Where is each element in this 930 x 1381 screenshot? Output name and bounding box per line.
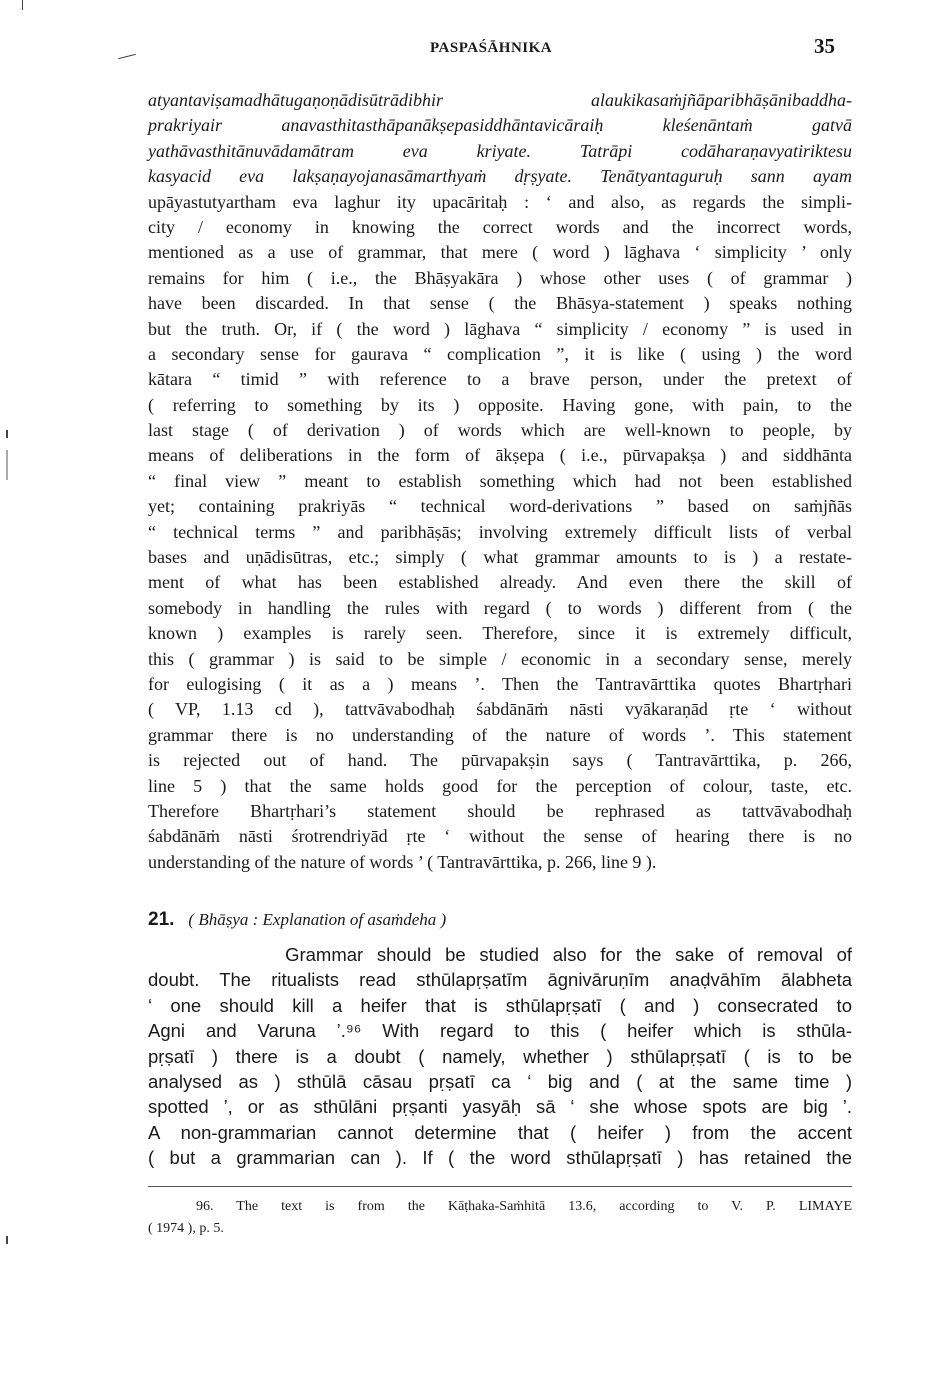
text-line: line 5 ) that the same holds good for the perception of colour, taste, etc. xyxy=(148,775,852,796)
text-line: analysed as ) sthūlā cāsau pṛṣatī ca ‘ big and ( at the same time ) xyxy=(148,1070,852,1092)
text-line: ‘ one should kill a heifer that is sthūlapṛṣatī ( and ) consecrated to xyxy=(148,994,852,1016)
text-line: “ technical terms ” and paribhāṣās; involving extremely difficult lists of verbal xyxy=(148,521,852,542)
text-line: somebody in handling the rules with regard ( to words ) different from ( the xyxy=(148,597,852,618)
paragraph-1 xyxy=(148,88,852,875)
scan-speck xyxy=(6,1236,8,1244)
text-line: have been discarded. In that sense ( the Bhāsya-statement ) speaks nothing xyxy=(148,293,852,314)
text-line: but the truth. Or, if ( the word ) lāghava “ simplicity / economy ” is used in xyxy=(148,318,852,339)
text-line: last stage ( of derivation ) of words which are well-known to people, by xyxy=(148,420,852,441)
text-line: Therefore Bhartṛhari’s statement should be rephrased as tattvāvabodhaḥ xyxy=(148,800,852,821)
text-line: prakriyair anavasthitasthāpanākṣepasiddhāntavicāraiḥ kleśenāntaṁ gatvā xyxy=(148,115,852,136)
text-line: atyantaviṣamadhātugaṇoṇādisūtrādibhir alaukikasaṁjñāparibhāṣānibaddha- xyxy=(148,90,852,110)
text-line: doubt. The ritualists read sthūlapṛṣatīm āgnivāruṇīm anaḍvāhīm ālabheta xyxy=(148,969,852,991)
running-title: PASPAŚĀHNIKA xyxy=(430,40,553,56)
text-line: mentioned as a use of grammar, that mere ( word ) lāghava ‘ simplicity ’ only xyxy=(148,242,852,263)
section-heading xyxy=(148,906,852,934)
text-line: śabdānāṁ nāsti śrotrendriyād ṛte ‘ without the sense of hearing there is no xyxy=(148,826,852,847)
text-line: spotted ’, or as sthūlāni pṛṣanti yasyāḥ sā ‘ she whose spots are big ’. xyxy=(148,1096,852,1118)
text-line: yet; containing prakriyās “ technical word-derivations ” based on saṁjñās xyxy=(148,496,852,517)
text-line: kasyacid eva lakṣaṇayojanasāmarthyaṁ dṛṣyate. Tenātyantaguruḥ sann ayam xyxy=(148,166,852,187)
footnote-line: ( 1974 ), p. 5. xyxy=(148,1221,224,1236)
text-line: ( referring to something by its ) opposite. Having gone, with pain, to the xyxy=(148,394,852,415)
text-line: remains for him ( i.e., the Bhāṣyakāra ) whose other uses ( of grammar ) xyxy=(148,267,852,288)
text-line: this ( grammar ) is said to be simple / economic in a secondary sense, merely xyxy=(148,648,852,669)
footnote-line: 96. The text is from the Kāṭhaka-Saṁhitā 13.6, according to V. P. LIMAYE xyxy=(196,1199,852,1214)
text-line: means of deliberations in the form of ākṣepa ( i.e., pūrvapakṣa ) and siddhānta xyxy=(148,445,852,466)
scan-speck xyxy=(22,0,23,10)
section-21 xyxy=(148,906,852,1171)
text-line: grammar there is no understanding of the nature of words ’. This statement xyxy=(148,724,852,745)
text-line: understanding of the nature of words ’ ( Tantravārttika, p. 266, line 9 ). xyxy=(148,851,657,872)
text-line: ( but a grammarian can ). If ( the word sthūlapṛṣatī ) has retained the xyxy=(148,1147,852,1169)
text-line: A non-grammarian cannot determine that ( heifer ) from the accent xyxy=(148,1121,852,1143)
text-line: ( VP, 1.13 cd ), tattvāvabodhaḥ śabdānāṁ nāsti vyākaraṇād ṛte ‘ without xyxy=(148,699,852,720)
text-line: bases and uṇādisūtras, etc.; simply ( what grammar amounts to is ) a restate- xyxy=(148,547,852,568)
text-line: Agni and Varuna ’.⁹⁶ With regard to this ( heifer which is sthūla- xyxy=(148,1020,852,1042)
footnote-rule xyxy=(148,1186,852,1187)
text-line: city / economy in knowing the correct words and the incorrect words, xyxy=(148,216,852,237)
text-line: known ) examples is rarely seen. Therefore, since it is extremely difficult, xyxy=(148,623,852,644)
text-line: a secondary sense for gaurava “ complication ”, it is like ( using ) the word xyxy=(148,343,852,364)
page-number: 35 xyxy=(814,34,835,58)
text-line: kātara “ timid ” with reference to a brave person, under the pretext of xyxy=(148,369,852,390)
scan-speck xyxy=(6,450,8,480)
scan-speck xyxy=(6,430,8,438)
text-line: upāyastutyartham eva laghur ity upacāritaḥ : ‘ and also, as regards the simpli- xyxy=(148,191,852,212)
text-line: for eulogising ( it as a ) means ’. Then the Tantravārttika quotes Bhartṛhari xyxy=(148,673,852,694)
footnote xyxy=(148,1196,852,1240)
section-body xyxy=(148,942,852,1171)
text-line: ment of what has been established already. And even there the skill of xyxy=(148,572,852,593)
text-line: yathāvasthitānuvādamātram eva kriyate. Tatrāpi codāharaṇavyatiriktesu xyxy=(148,140,852,161)
margin-pen-mark xyxy=(118,54,136,59)
page-header xyxy=(0,34,930,68)
section-title: ( Bhāṣya : Explanation of asaṁdeha ) xyxy=(188,910,447,929)
section-number: 21. xyxy=(148,909,175,930)
text-line: pṛṣatī ) there is a doubt ( namely, whether ) sthūlapṛṣatī ( is to be xyxy=(148,1045,852,1067)
text-line: “ final view ” meant to establish something which had not been established xyxy=(148,470,852,491)
text-line: Grammar should be studied also for the sake of removal of xyxy=(148,944,852,965)
text-line: is rejected out of hand. The pūrvapakṣin says ( Tantravārttika, p. 266, xyxy=(148,750,852,771)
